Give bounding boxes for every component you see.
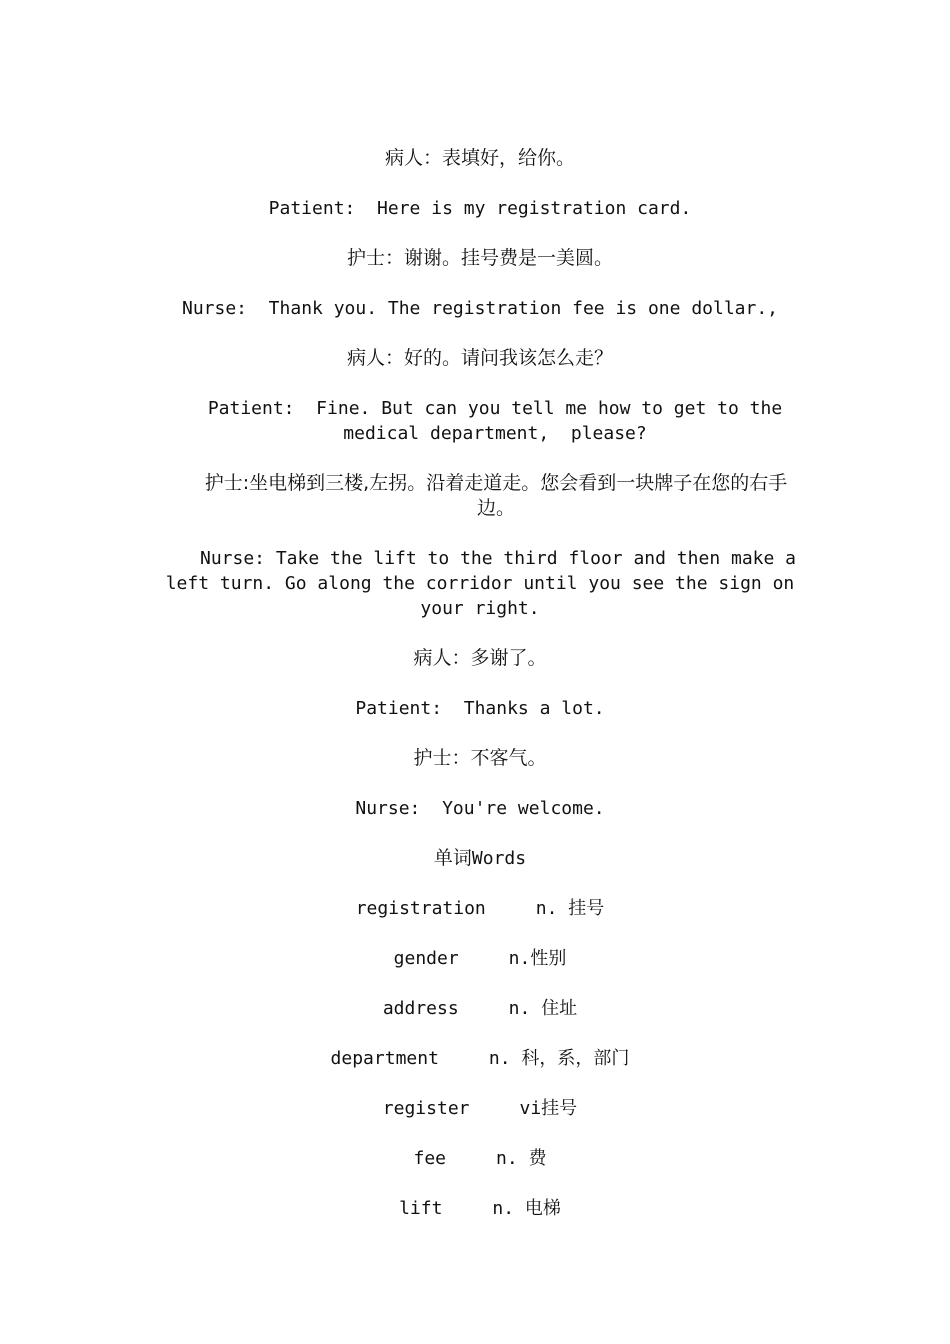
dialogue-line-nurse-en: Nurse: Thank you. The registration fee is one dollar., [181, 298, 779, 319]
vocab-item [150, 996, 810, 1021]
vocab-item [150, 1096, 810, 1121]
vocab-term: lift [399, 1198, 443, 1219]
vocab-item [150, 1046, 810, 1071]
vocab-definition: n. 费 [496, 1148, 547, 1169]
vocab-item [150, 1146, 810, 1171]
dialogue-line-patient-en: Patient: Thanks a lot. [355, 698, 605, 719]
dialogue-line-nurse-en: Nurse: Take the lift to the third floor and then make a left turn. Go along the corridor until you see the sign on your right. [165, 548, 807, 619]
vocab-definition: n. 挂号 [535, 898, 605, 919]
dialogue-line-patient-cn: 病人：好的。请问我该怎么走？ [346, 347, 613, 369]
dialogue-line-patient-en: Patient: Here is my registration card. [268, 198, 692, 219]
dialogue-line-nurse-cn: 护士:坐电梯到三楼,左拐。沿着走道走。您会看到一块牌子在您的右手边。 [204, 472, 788, 519]
dialogue-line-nurse-cn: 护士：不客气。 [413, 747, 547, 769]
dialogue-line-patient-cn: 病人：多谢了。 [413, 647, 547, 669]
vocab-item [150, 896, 810, 921]
vocab-definition: n. 科，系，部门 [488, 1048, 630, 1069]
dialogue-line-patient-cn: 病人：表填好，给你。 [384, 147, 575, 169]
vocab-definition: vi挂号 [519, 1098, 578, 1119]
vocab-item [150, 1196, 810, 1221]
dialogue-line-patient-en: Patient: Fine. But can you tell me how to get to the medical department, please? [207, 398, 794, 444]
dialogue-line-nurse-cn: 护士：谢谢。挂号费是一美圆。 [346, 247, 613, 269]
vocab-term: register [382, 1098, 470, 1119]
words-heading-en: Words [471, 848, 527, 869]
vocab-definition: n.性别 [508, 948, 567, 969]
vocab-term: registration [355, 898, 486, 919]
words-heading [150, 846, 810, 871]
vocab-term: gender [393, 948, 459, 969]
vocab-term: fee [413, 1148, 446, 1169]
vocab-item [150, 946, 810, 971]
vocab-definition: n. 住址 [508, 998, 578, 1019]
vocab-term: address [382, 998, 459, 1019]
dialogue-line-nurse-en: Nurse: You're welcome. [355, 798, 605, 819]
vocab-definition: n. 电梯 [492, 1198, 561, 1219]
words-heading-cn: 单词 [433, 847, 472, 869]
vocab-term: department [330, 1048, 439, 1069]
document-page [150, 146, 810, 1246]
